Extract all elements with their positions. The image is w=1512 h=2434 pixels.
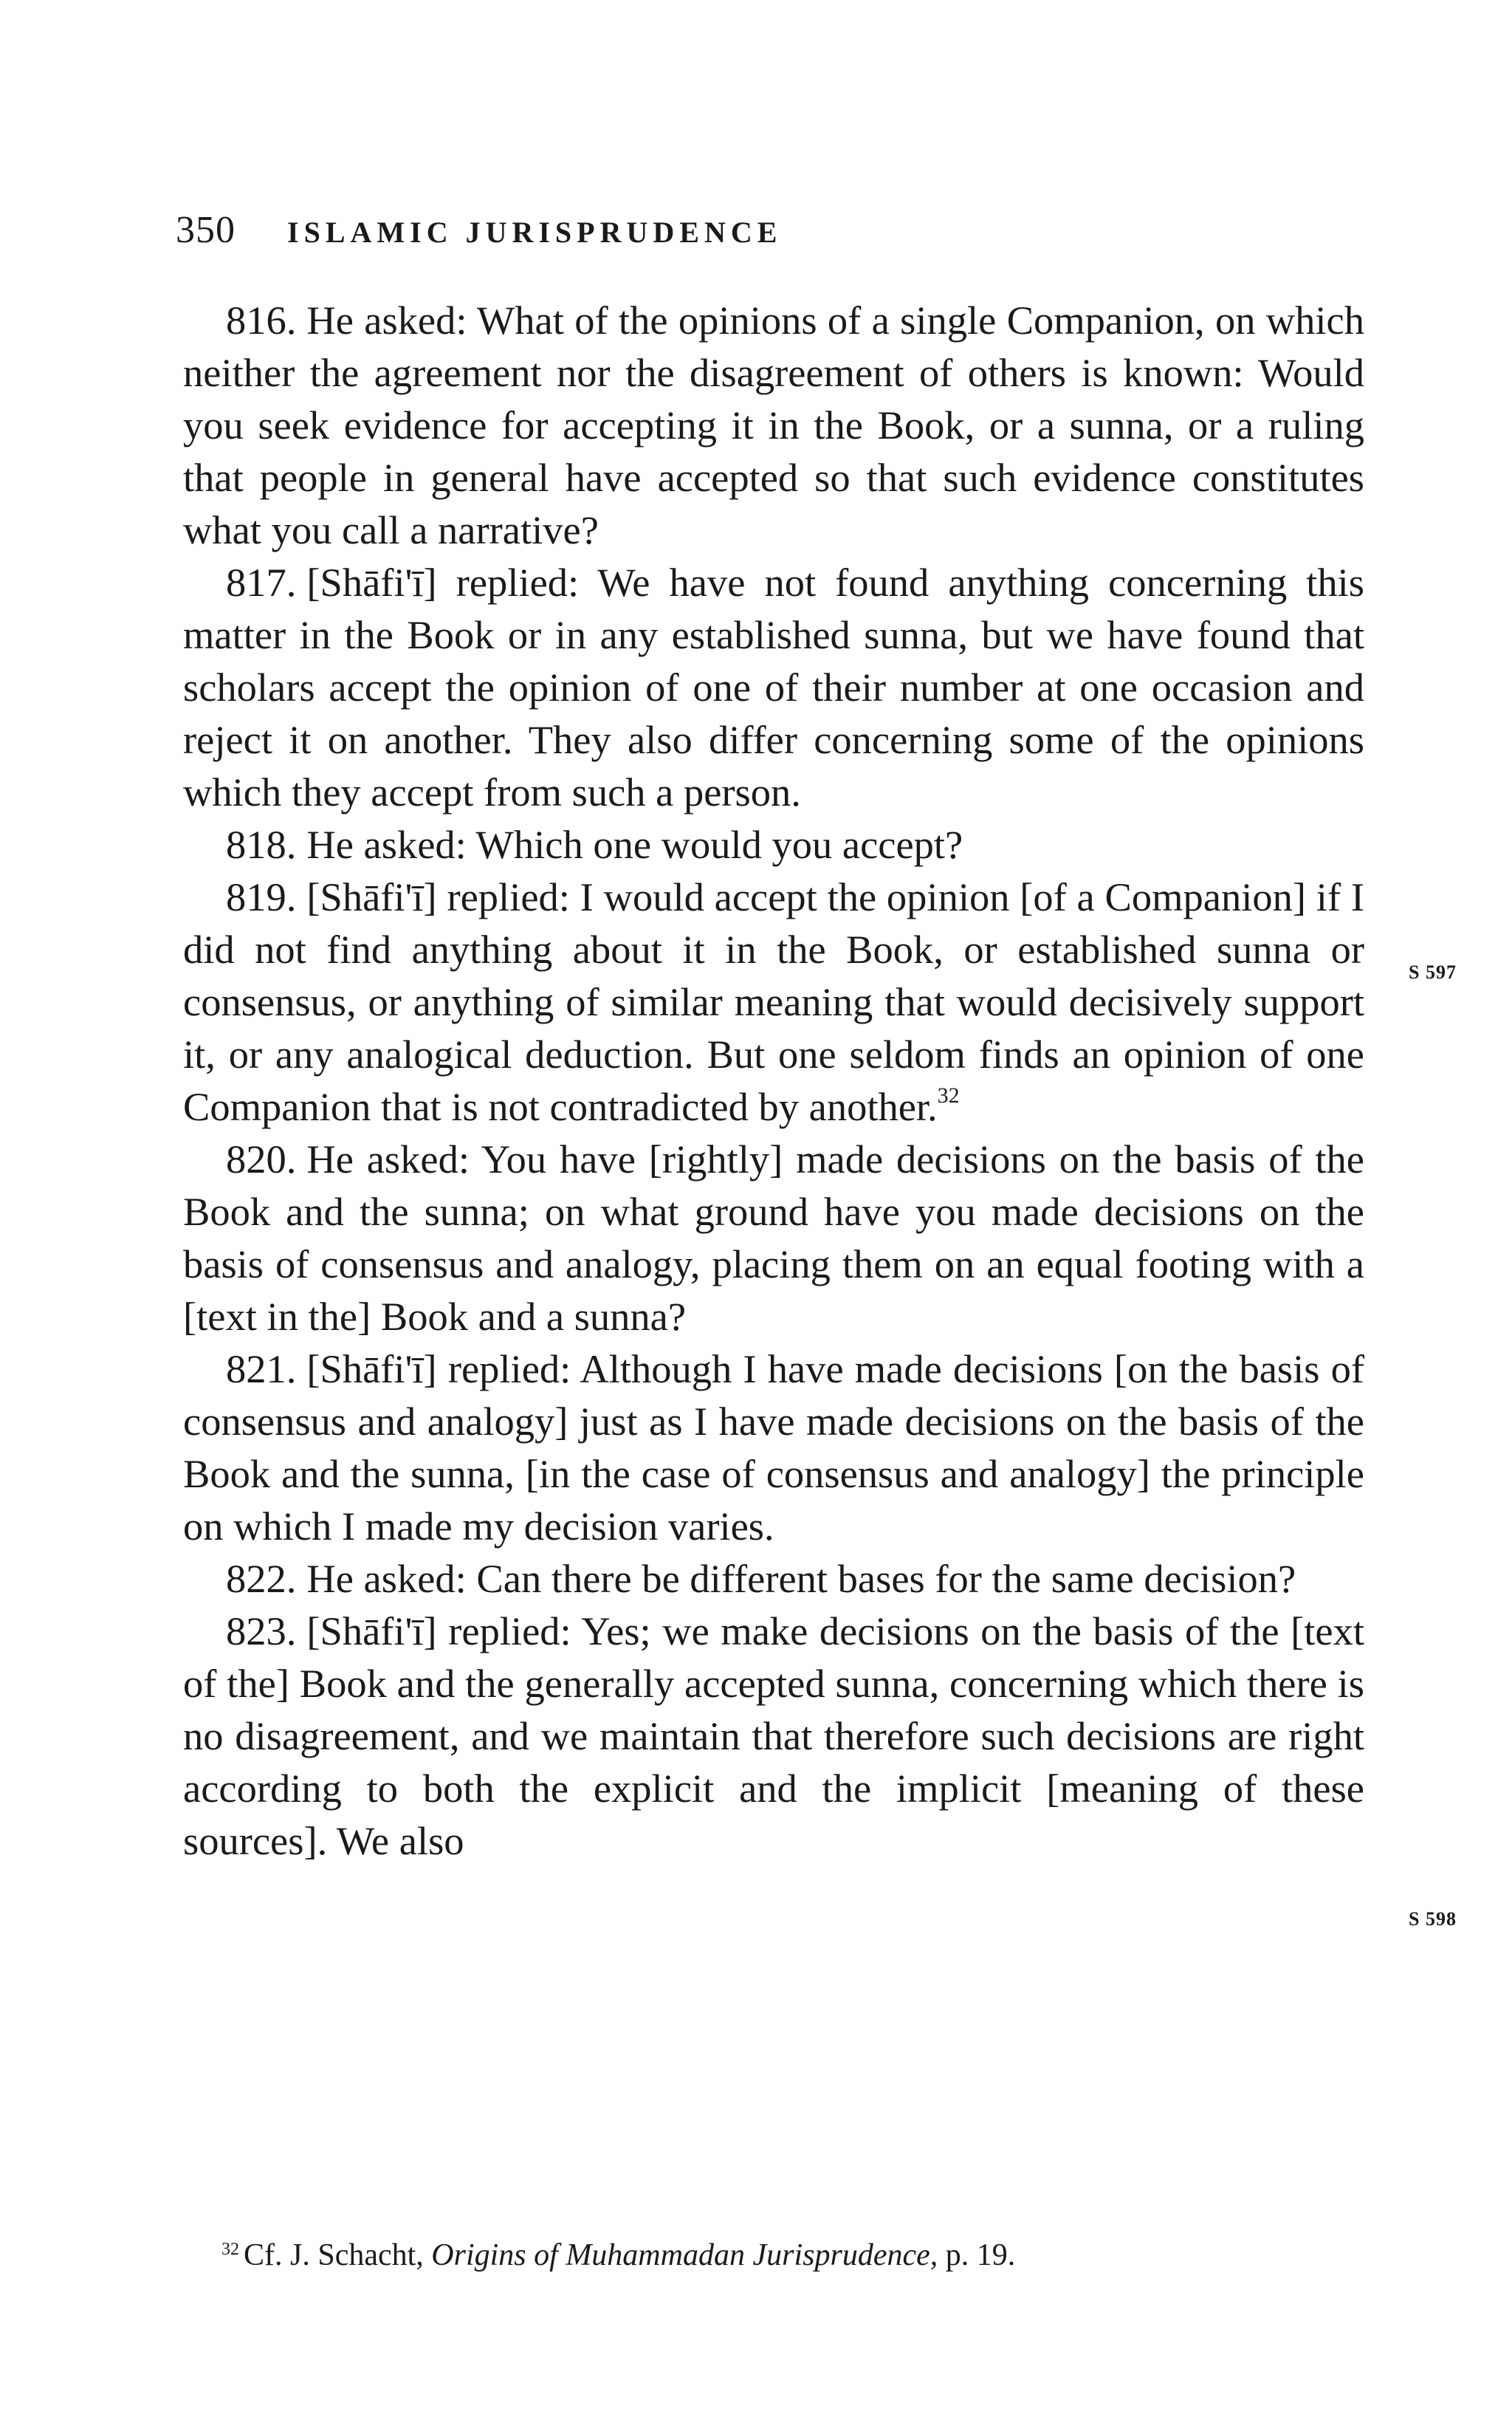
book-title: ISLAMIC JURISPRUDENCE bbox=[287, 216, 783, 249]
paragraph-text: He asked: What of the opinions of a single Companion, on which neither the agreement nor the disagreement of others is known: Would you seek evidence for accepting it in the Book, or a sunna, or a ruling that people in general have accepted so that such evidence constitutes what you call a narrative? bbox=[183, 298, 1364, 552]
paragraph-text: [Shāfi'ī] replied: Yes; we make decisions on the basis of the [text of the] Book and the generally accepted sunna, concerning which there is no disagreement, and we maintain that therefore such decisions are right according to both the explicit and the implicit [meaning of these sources]. We also bbox=[183, 1608, 1364, 1863]
paragraph-text: [Shāfi'ī] replied: Although I have made decisions [on the basis of consensus and analogy] just as I have made decisions on the basis of the Book and the sunna, [in the case of consensus and analogy] the principle on which I made my decision varies. bbox=[183, 1346, 1364, 1549]
margin-reference: S 598 bbox=[1409, 1908, 1457, 1930]
paragraph-818 bbox=[183, 818, 1364, 871]
paragraph-number: 823. bbox=[226, 1608, 297, 1653]
paragraph-820 bbox=[183, 1133, 1364, 1343]
paragraph-821 bbox=[183, 1343, 1364, 1552]
paragraph-number: 819. bbox=[226, 874, 297, 919]
footnote-reference: 32 bbox=[937, 1083, 960, 1108]
paragraph-number: 821. bbox=[226, 1346, 297, 1391]
paragraph-text: [Shāfi'ī] replied: I would accept the opinion [of a Companion] if I did not find anything about it in the Book, or established sunna or consensus, or anything of similar meaning that would decisively support it, or any analogical deduction. But one seldom finds an opinion of one Companion that is not contradicted by another. bbox=[183, 874, 1364, 1129]
paragraph-816 bbox=[183, 294, 1364, 556]
footnote-title: Origins of Muhammadan Jurisprudence, bbox=[431, 2238, 938, 2272]
footnote-marker: 32 bbox=[221, 2240, 239, 2259]
paragraph-number: 816. bbox=[226, 298, 297, 343]
paragraph-822 bbox=[183, 1552, 1364, 1605]
paragraph-819 bbox=[183, 871, 1364, 1133]
footnote bbox=[221, 2235, 1329, 2276]
footnote-suffix: p. 19. bbox=[938, 2238, 1016, 2272]
paragraph-823 bbox=[183, 1605, 1364, 1867]
paragraph-number: 817. bbox=[226, 560, 297, 605]
paragraph-text: [Shāfi'ī] replied: We have not found anything concerning this matter in the Book or in any established sunna, but we have found that scholars accept the opinion of one of their number at one occasion and reject it on another. They also differ concerning some of the opinions which they accept from such a person. bbox=[183, 560, 1364, 815]
body-text bbox=[183, 294, 1364, 1867]
paragraph-number: 818. bbox=[226, 822, 297, 867]
page-number: 350 bbox=[176, 209, 236, 251]
paragraph-text: He asked: Can there be different bases for the same decision? bbox=[306, 1556, 1296, 1601]
paragraph-number: 822. bbox=[226, 1556, 297, 1601]
paragraph-817 bbox=[183, 556, 1364, 818]
running-head bbox=[176, 208, 1357, 260]
margin-reference: S 597 bbox=[1409, 961, 1457, 983]
paragraph-number: 820. bbox=[226, 1137, 297, 1182]
footnote-prefix: Cf. J. Schacht, bbox=[244, 2238, 432, 2272]
paragraph-text: He asked: You have [rightly] made decisions on the basis of the Book and the sunna; on what ground have you made decisions on the basis of consensus and analogy, placing them on an equal footing with a [text in the] Book and a sunna? bbox=[183, 1137, 1364, 1339]
paragraph-text: He asked: Which one would you accept? bbox=[306, 822, 963, 867]
